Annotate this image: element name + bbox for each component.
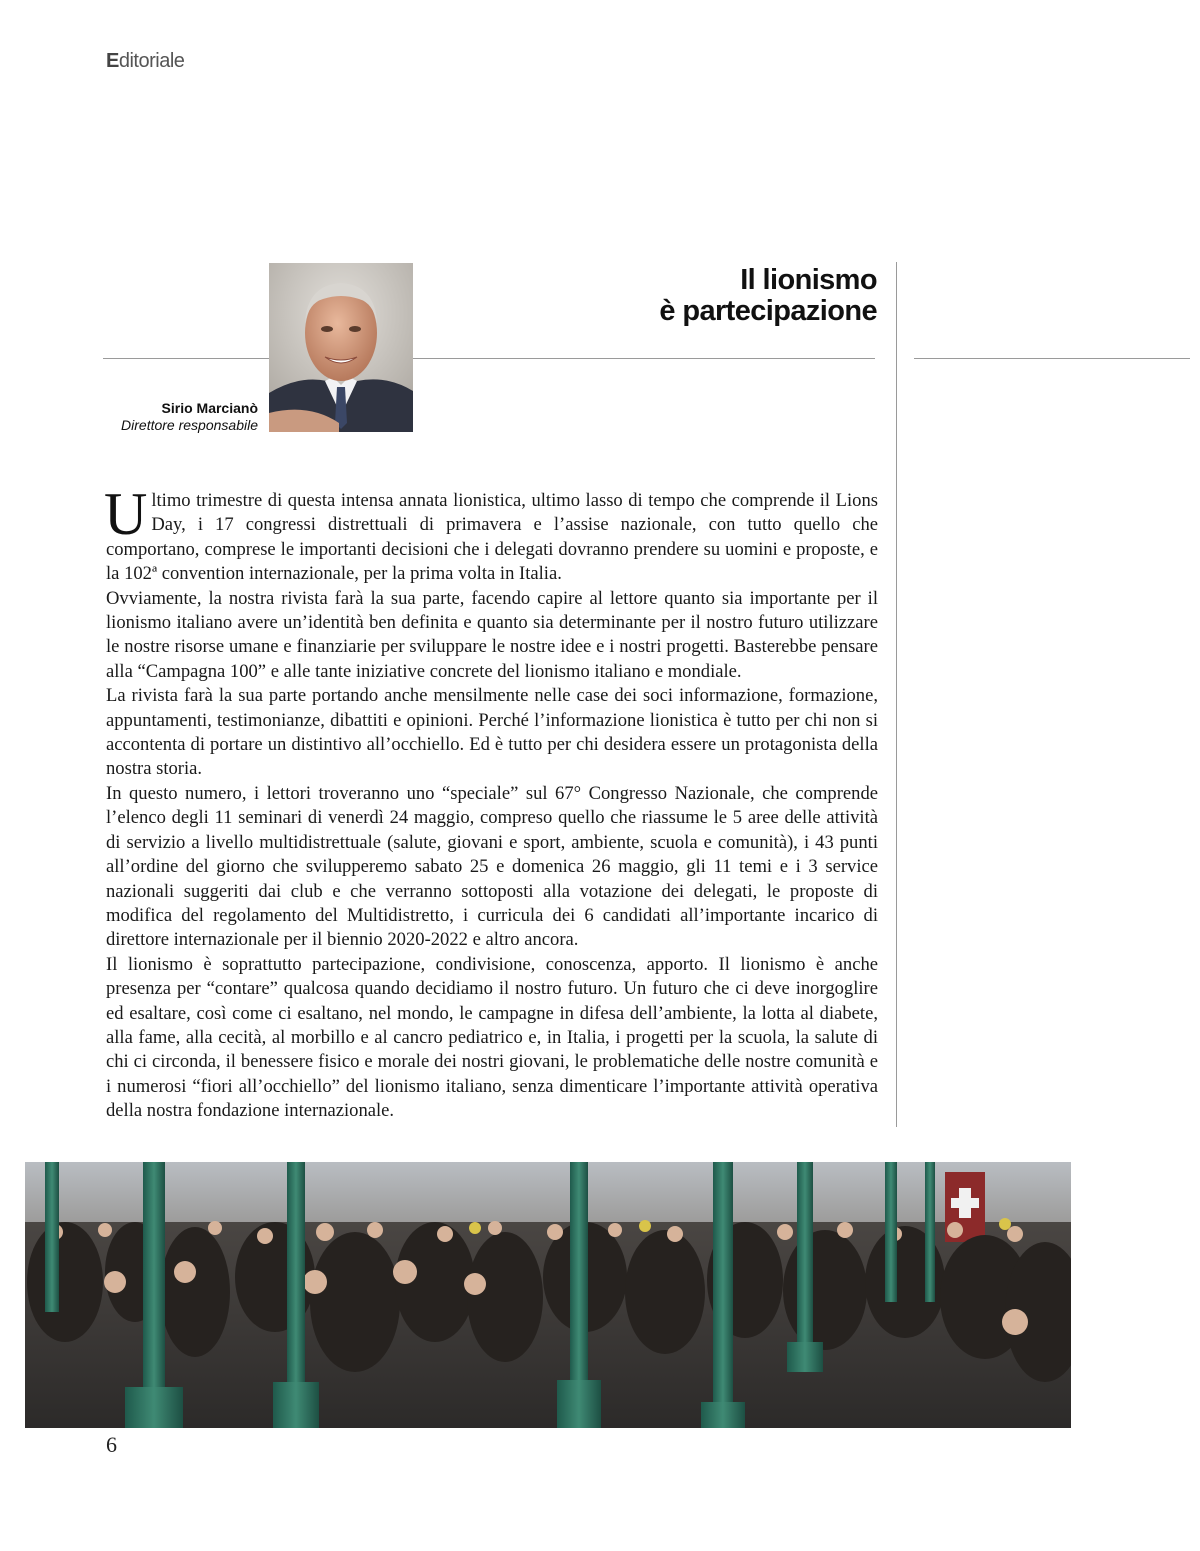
page-number: 6: [106, 1432, 117, 1457]
author-byline: [121, 400, 258, 434]
paragraph-4: In questo numero, i lettori troveranno uno “speciale” sul 67° Congresso Nazionale, che comprende l’elenco degli 11 seminari di venerdì 24 maggio, compreso quello che riassume le 5 aree delle attività di servizio a livello multidistrettuale (salute, giovani e sport, ambiente, scuola e comunità), i 43 punti all’ordine del giorno che svilupperemo sabato 25 e domenica 26 maggio, gli 11 temi e i 3 service nazionali suggeriti dai club e che verranno sottoposti alla votazione dei delegati, le proposte di modifica del regolamento del Multidistretto, i curricula dei 6 candidati all’importante incarico di direttore internazionale per il biennio 2020-2022 e altro ancora.: [106, 782, 878, 951]
author-name: Sirio Marcianò: [161, 400, 258, 416]
header-rule-left: [103, 358, 269, 359]
author-portrait: [269, 263, 413, 432]
article-title-line-2: è partecipazione: [659, 295, 877, 327]
column-divider: [896, 262, 897, 1127]
paragraph-3: La rivista farà la sua parte portando anche mensilmente nelle case dei soci informazione, formazione, appuntamenti, testimonianze, dibattiti e opinioni. Perché l’informazione lionistica è tutto per chi non si accontenta di portare un distintivo all’occhiello. Ed è tutto per chi desidera essere un protagonista della nostra storia.: [106, 685, 878, 780]
event-crowd-photo: [25, 1162, 1071, 1428]
article-title-line-1: Il lionismo: [740, 264, 877, 296]
article-body: [104, 481, 878, 1124]
article-title: [659, 265, 877, 327]
author-role: Direttore responsabile: [121, 417, 258, 433]
drop-cap: U: [104, 481, 148, 547]
paragraph-5: Il lionismo è soprattutto partecipazione, condivisione, conoscenza, apporto. Il lionismo è anche presenza per “contare” qualcosa quando decidiamo il nostro futuro. Un futuro che ci deve inorgoglire ed esaltare, così come ci esaltano, nel mondo, le campagne in difesa dell’ambiente, la lotta al diabete, alla fame, alla cecità, al morbillo e al cancro pediatrico e, in Italia, i progetti per la scuola, la salute di chi ci circonda, il benessere fisico e morale dei nostri giovani, le problematiche delle nostre comunità e i numerosi “fiori all’occhiello” del lionismo italiano, senza dimenticare l’importante attività operativa della nostra fondazione internazionale.: [106, 953, 878, 1122]
paragraph-1: [104, 481, 878, 587]
section-label: [106, 50, 184, 73]
section-label-initial: E: [106, 50, 119, 72]
paragraph-2: Ovviamente, la nostra rivista farà la sua parte, facendo capire al lettore quanto sia importante per il lionismo italiano avere un’identità ben definita e quanto sia determinante per il nostro futuro utilizzare le nostre risorse umane e finanziarie per sviluppare le nostre idee e i nostri progetti. Basterebbe pensare alla “Campagna 100” e alle tante iniziative concrete del lionismo italiano e mondiale.: [106, 587, 878, 682]
header-rule-middle: [413, 358, 875, 359]
section-label-rest: ditoriale: [118, 50, 185, 72]
paragraph-1-text: ltimo trimestre di questa intensa annata lionistica, ultimo lasso di tempo che comprende il Lions Day, i 17 congressi distrettuali di primavera e l’assise nazionale, con tutto quello che comportano, comprese le importanti decisioni che i delegati dovranno prendere su uomini e proposte, e la 102ª convention internazionale, per la prima volta in Italia.: [106, 490, 878, 585]
header-rule-right: [914, 358, 1190, 359]
